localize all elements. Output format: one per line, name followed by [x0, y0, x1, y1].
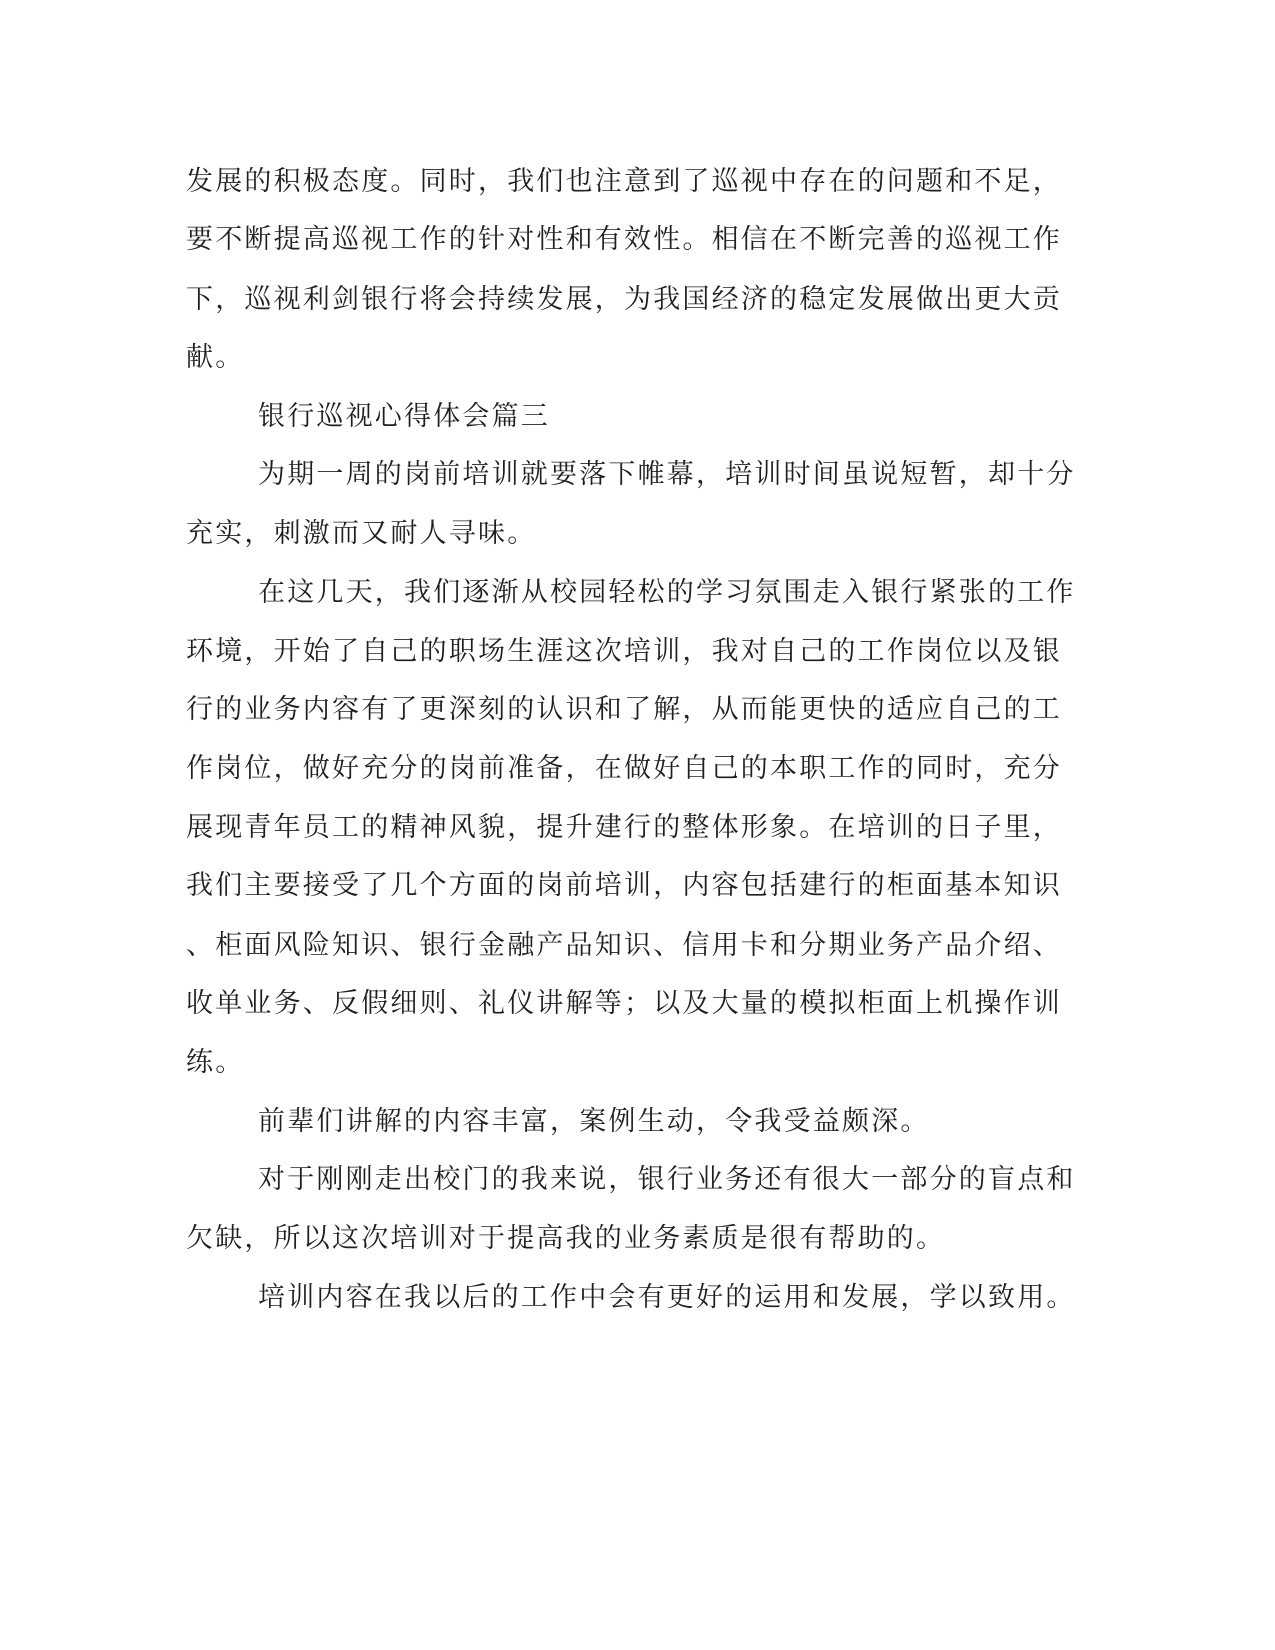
- paragraph-line: 献。: [186, 342, 245, 373]
- paragraph-line: 下，巡视利剑银行将会持续发展，为我国经济的稳定发展做出更大贡: [186, 284, 1062, 315]
- paragraph-line: 我们主要接受了几个方面的岗前培训，内容包括建行的柜面基本知识: [186, 870, 1062, 901]
- paragraph-line: 展现青年员工的精神风貌，提升建行的整体形象。在培训的日子里，: [186, 812, 1062, 843]
- paragraph-line: 行的业务内容有了更深刻的认识和了解，从而能更快的适应自己的工: [186, 694, 1062, 725]
- paragraph-line: 为期一周的岗前培训就要落下帷幕，培训时间虽说短暂，却十分: [258, 459, 1076, 490]
- paragraph-line: 练。: [186, 1047, 245, 1078]
- paragraph-line: 培训内容在我以后的工作中会有更好的运用和发展，学以致用。: [258, 1282, 1076, 1313]
- paragraph-line: 收单业务、反假细则、礼仪讲解等；以及大量的模拟柜面上机操作训: [186, 988, 1062, 1019]
- section-heading: 银行巡视心得体会篇三: [258, 401, 550, 432]
- paragraph-line: 要不断提高巡视工作的针对性和有效性。相信在不断完善的巡视工作: [186, 224, 1062, 255]
- paragraph-line: 在这几天，我们逐渐从校园轻松的学习氛围走入银行紧张的工作: [258, 577, 1076, 608]
- paragraph-line: 环境，开始了自己的职场生涯这次培训，我对自己的工作岗位以及银: [186, 636, 1062, 667]
- paragraph-line: 欠缺，所以这次培训对于提高我的业务素质是很有帮助的。: [186, 1223, 946, 1254]
- paragraph-line: 充实，刺激而又耐人寻味。: [186, 518, 537, 549]
- paragraph-line: 、柜面风险知识、银行金融产品知识、信用卡和分期业务产品介绍、: [186, 930, 1062, 961]
- paragraph-line: 发展的积极态度。同时，我们也注意到了巡视中存在的问题和不足，: [186, 166, 1062, 197]
- paragraph-line: 对于刚刚走出校门的我来说，银行业务还有很大一部分的盲点和: [258, 1164, 1076, 1195]
- paragraph-line: 作岗位，做好充分的岗前准备，在做好自己的本职工作的同时，充分: [186, 753, 1062, 784]
- paragraph-line: 前辈们讲解的内容丰富，案例生动，令我受益颇深。: [258, 1106, 930, 1137]
